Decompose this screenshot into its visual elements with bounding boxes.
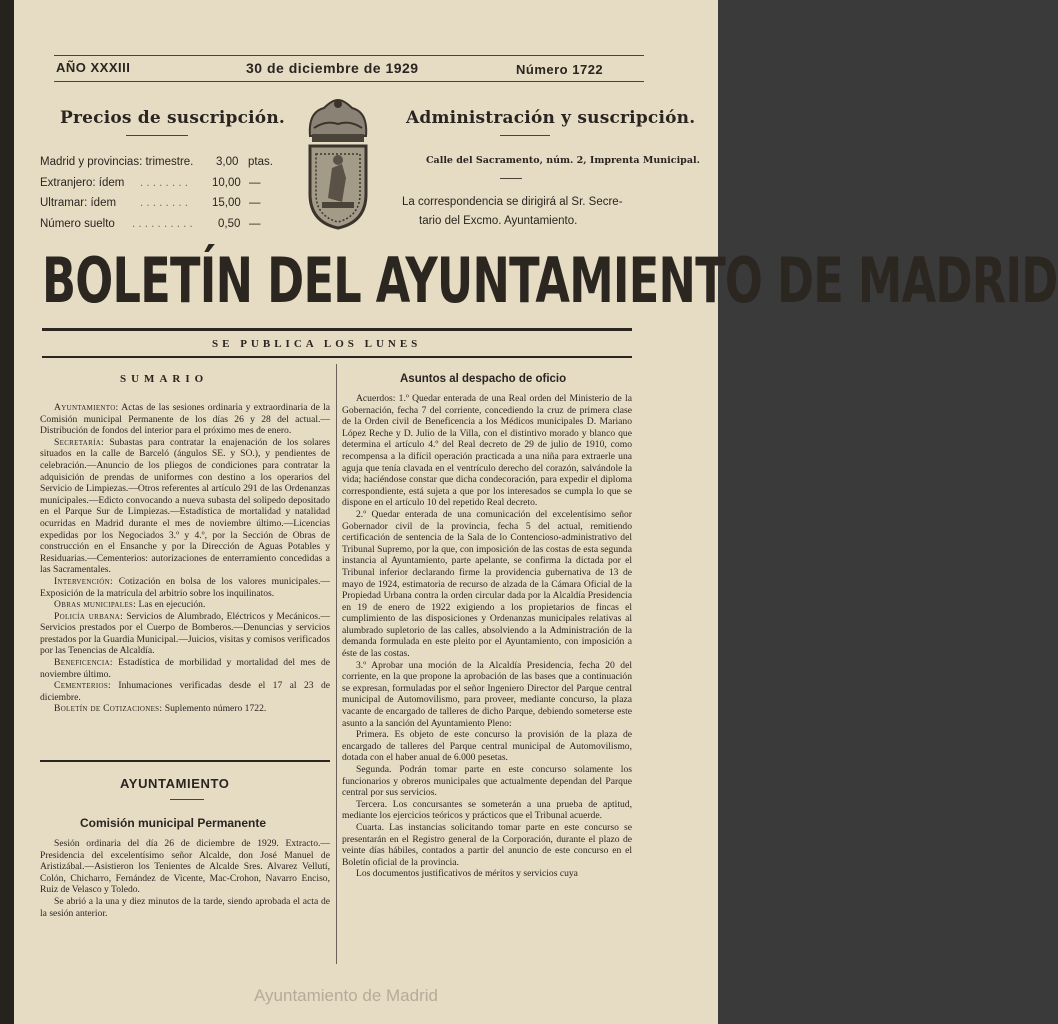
sumario-entry: Cementerios: Inhumaciones verificadas desde el 17 al 23 de diciembre. [40, 680, 330, 703]
newspaper-page [14, 0, 1058, 1024]
session-paragraph: Se abrió a la una y diez minutos de la tarde, siendo aprobada el acta de la sesión anterior. [40, 895, 330, 919]
acuerdo-paragraph: 2.º Quedar enterada de una comunicación del excelentísimo señor Gobernador civil de la provincia, fecha 5 del actual, remitiendo certificación de sentencia de la Sala de lo Contencioso-administrativo del Tribunal Supremo, por la que, con imposición de las costas de esta segunda instancia al Ayuntamiento, parte apelante, se confirma la dictada por el Tribunal inferior declarando firme la providencia gubernativa de 13 de mayo de 1924, estimatoria de recurso de alzada de la Cámara Oficial de la Propiedad Urbana contra la orden circular dada por la Alcaldía Presidencia en 19 de enero de 1922 exigiendo a los propietarios de fincas el cumplimiento de las disposiciones y Ordenanzas municipales relativas al alumbrado supletorio de las calles, absolviendo a la Administración de la demanda formulada en este pleito por el Ayuntamiento, con imposición a éste de las costas. [342, 508, 632, 660]
sumario-end-rule [40, 760, 330, 762]
ayuntamiento-heading: AYUNTAMIENTO [120, 776, 230, 791]
issue-date: 30 de diciembre de 1929 [246, 60, 419, 76]
comision-heading: Comisión municipal Permanente [80, 816, 267, 830]
sumario-title: SUMARIO [120, 373, 209, 385]
price-row: Extranjero: ídem . . . . . . . . 10,00 — [40, 176, 261, 189]
masthead-title: BOLETÍN DEL AYUNTAMIENTO DE MADRID [42, 244, 1058, 317]
subscription-prices [40, 152, 285, 234]
session-paragraph: Sesión ordinaria del día 26 de diciembre de 1929. Extracto.—Presidencia del excelentísimo señor Alcalde, don José Manuel de Aristizábal.—Asistieron los Tenientes de Alcalde Sres. Alvarez Vellutí, Colón, Chicharro, Fernández de Vicente, Mac-Crohon, Navarro Enciso, Ruiz de Velasco y Toledo. [40, 838, 330, 896]
bases-paragraph: Cuarta. Las instancias solicitando tomar parte en este concurso se presentarán en el Registro general de la Corporación, durante el plazo de veinte días hábiles, contados a partir del anuncio de este concurso en el Boletín oficial de la provincia. [342, 821, 632, 868]
bases-paragraph: Tercera. Los concursantes se someterán a una prueba de aptitud, mediante los ejercicios teóricos y prácticos que el Tribunal acuerde. [342, 798, 632, 822]
bases-paragraph: Los documentos justificativos de méritos y servicios cuya [356, 868, 578, 880]
sumario-entry: Policía urbana: Servicios de Alumbrado, Eléctricos y Mecánicos.—Servicios prestados por el Cuerpo de Bomberos.—Denuncias y servicios prestados por la Guardia Municipal.—Juicios, visitas y comisos verificados por las Tenencias de Alcaldía. [40, 610, 330, 657]
price-row: Número suelto . . . . . . . . . . 0,50 — [40, 217, 261, 230]
header-bottom-rule [54, 81, 644, 82]
bases-paragraph: Primera. Es objeto de este concurso la provisión de la plaza de encargado de talleres del Parque central municipal de Automovilismo, dotada con el haber anual de 6.000 pesetas. [342, 729, 632, 764]
asuntos-heading: Asuntos al despacho de oficio [400, 373, 567, 385]
publication-rule [42, 356, 632, 358]
publication-schedule: SE PUBLICA LOS LUNES [212, 338, 422, 350]
acuerdo-paragraph: Acuerdos: 1.º Quedar enterada de una Real orden del Ministerio de la Gobernación, fecha 7 del corriente, concediendo la cruz de primera clase de la Orden civil de Beneficencia a los Médicos municipales D. Mariano López Reche y D. Julio de la Villa, con el distintivo morado y blanco que determina el artículo 4.º del Real decreto de 29 de julio de 1910, como recompensa a la difícil operación practicada a una niña para extraerle una aguja que tenía clavada en el ventrículo derecho del corazón, salvándole la vida; haciéndose constar que dicha condecoración, para expedir el diploma correspondiente, está sujeta a que por los interesados se cumpla lo que se dispone en el artículo 10 del repetido Real decreto. [342, 393, 632, 509]
bases-paragraph: Segunda. Podrán tomar parte en este concurso solamente los funcionarios y obreros municipales que actualmente dependan del Parque central por sus servicios. [342, 764, 632, 799]
sumario-entry: Secretaría: Subastas para contratar la enajenación de los solares situados en la calle de Barceló (ángulos SE. y SO.), y pendientes de celebración.—Anuncio de los pliegos de condiciones para contratar la adquisición de prendas de uniformes con destino a los operarios del Servicio de Limpiezas.—Otros referentes al artículo 291 de las Ordenanzas municipales.—Edicto convocando a nueva subasta del solipedo depositado en el Parque Sur de Limpiezas.—Estadística de mortalidad y natalidad ocurridas en Madrid durante el mes de noviembre último.—Licencias expedidas por los Negociados 3.º y 4.º, por la Sección de Obras de construcción en el Ensanche y por la Dirección de Aguas Potables y Residuarias.—Cementerios: autorizaciones de enterramiento concedidas a las Sacramentales. [40, 436, 330, 576]
archive-watermark: Ayuntamiento de Madrid [254, 986, 438, 1005]
sumario-entry: Beneficencia: Estadística de morbilidad y mortalidad del mes de noviembre último. [40, 657, 330, 680]
sumario-entry: Intervención: Cotización en bolsa de los valores municipales.—Exposición de la matrícula del arbitrio sobre los inquilinatos. [40, 575, 331, 599]
administration-address: Calle del Sacramento, núm. 2, Imprenta Municipal. [426, 155, 700, 166]
ayuntamiento-rule [170, 799, 204, 800]
book-spine [0, 0, 14, 1024]
asuntos-text [342, 393, 632, 880]
acuerdo-paragraph: 3.º Aprobar una moción de la Alcaldía Presidencia, fecha 20 del corriente, en la que propone la aprobación de las bases que a continuación se expresan, formuladas por el señor Ingeniero Director del Parque central municipal de Automovilismo, para proveer, mediante concurso, la plaza vacante de encargado de talleres de dicho Parque, debiendo someterse este asunto a la sanción del Ayuntamiento Pleno: [342, 659, 632, 729]
administration-title-rule [500, 135, 550, 136]
sumario-entry: Obras municipales: Las en ejecución. [54, 599, 206, 611]
price-row: Madrid y provincias: trimestre. 3,00 ptas. [40, 156, 273, 168]
sumario-list [40, 402, 330, 715]
administration-title: Administración y suscripción. [406, 108, 696, 128]
issue-number: Número 1722 [516, 62, 604, 77]
masthead-rule [42, 328, 632, 331]
price-row: Ultramar: ídem . . . . . . . . 15,00 — [40, 197, 261, 209]
ayuntamiento-text [40, 838, 330, 919]
address-rule [500, 178, 522, 179]
subscription-title: Precios de suscripción. [60, 108, 285, 128]
column-divider [336, 364, 337, 964]
sumario-entry: Boletín de Cotizaciones: Suplemento número 1722. [54, 703, 267, 715]
correspondence-line2: tario del Excmo. Ayuntamiento. [419, 215, 578, 227]
madrid-coat-of-arms-icon [302, 98, 374, 235]
sumario-entry: Ayuntamiento: Actas de las sesiones ordinaria y extraordinaria de la Comisión municipal Permanente de los días 26 y 28 del actual.—Distribución de fondos del interior para el próximo mes de enero. [40, 402, 330, 437]
header-top-rule [54, 55, 644, 56]
year-label: AÑO XXXIII [56, 60, 131, 75]
correspondence-line1: La correspondencia se dirigirá al Sr. Secre- [402, 196, 623, 208]
subscription-title-rule [126, 135, 188, 136]
